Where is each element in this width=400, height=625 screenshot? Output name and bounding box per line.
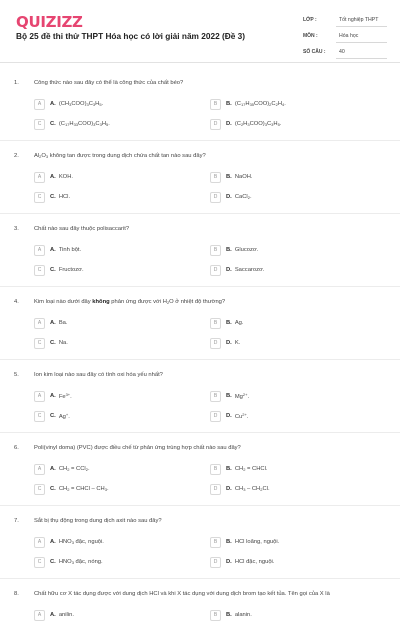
option-label: A. (50, 174, 56, 180)
question-header (0, 295, 400, 313)
option-letter-box[interactable]: A (34, 464, 45, 475)
question-item (0, 587, 400, 625)
answer-option-a[interactable] (34, 605, 210, 625)
option-row (34, 333, 386, 353)
option-label: C. (50, 121, 56, 127)
option-text: Ag. (234, 320, 244, 326)
option-label: B. (226, 174, 232, 180)
option-text: anilin. (58, 612, 74, 618)
answer-option-b[interactable] (210, 386, 386, 406)
option-label: B. (226, 539, 232, 545)
option-row (34, 94, 386, 114)
answer-option-c[interactable] (34, 552, 210, 572)
option-row (34, 114, 386, 134)
option-row (34, 479, 386, 499)
option-row (34, 167, 386, 187)
option-row (34, 187, 386, 207)
option-label: D. (226, 194, 232, 200)
question-text: Công thức nào sau đây có thể là công thức của chất béo? (34, 80, 184, 86)
worksheet-meta (303, 12, 387, 60)
option-label: D. (226, 486, 232, 492)
option-grid (34, 94, 386, 134)
question-list (0, 76, 400, 625)
question-number: 5. (14, 372, 19, 378)
question-header (0, 368, 400, 386)
option-text: $(C_2H_3COO)_3C_3H_5$. (234, 121, 282, 127)
option-grid (34, 605, 386, 625)
option-letter-box[interactable]: B (210, 99, 221, 110)
option-row (34, 240, 386, 260)
question-number: 8. (14, 591, 19, 597)
option-text: $CH_2$ = CHCl. (234, 466, 268, 472)
option-label: A. (50, 320, 56, 326)
option-letter-box[interactable]: A (34, 537, 45, 548)
option-text: $CH_2 = CCl_2$. (58, 466, 90, 472)
question-text: Chất nào sau đây thuộc polisaccarit? (34, 226, 130, 232)
meta-value: Hóa học (336, 30, 387, 43)
option-letter-box[interactable]: A (34, 318, 45, 329)
answer-option-b[interactable] (210, 459, 386, 479)
answer-option-c[interactable] (34, 260, 210, 280)
question-number: 4. (14, 299, 19, 305)
option-letter-box[interactable]: C (34, 484, 45, 495)
option-label: C. (50, 413, 56, 419)
option-label: C. (50, 486, 56, 492)
question-item (0, 149, 400, 222)
meta-value: Tốt nghiệp THPT (336, 14, 387, 27)
option-label: D. (226, 121, 232, 127)
option-letter-box[interactable]: D (210, 557, 221, 568)
answer-option-a[interactable] (34, 167, 210, 187)
question-header (0, 514, 400, 532)
answer-option-a[interactable] (34, 313, 210, 333)
option-letter-box[interactable]: C (34, 119, 45, 130)
question-header (0, 441, 400, 459)
option-letter-box[interactable]: C (34, 338, 45, 349)
option-letter-box[interactable]: C (34, 411, 45, 422)
option-text: $CH_3 - CH_2Cl$. (234, 486, 270, 492)
question-header (0, 149, 400, 167)
meta-row (303, 44, 387, 60)
meta-value: 40 (336, 46, 387, 59)
option-text: Na. (58, 340, 68, 346)
option-text: $(C_{17}H_{33}COO)_3C_3H_5$. (58, 121, 110, 127)
option-text: Ba. (58, 320, 68, 326)
question-text: Chất hữu cơ X tác dụng được với dung dịch HCl và khi X tác dụng với dung dịch brom tạo kết tủa. Tên gọi của X là (34, 591, 330, 597)
meta-row (303, 12, 387, 28)
meta-row (303, 28, 387, 44)
answer-option-c[interactable] (34, 333, 210, 353)
answer-option-b[interactable] (210, 240, 386, 260)
option-letter-box[interactable]: B (210, 464, 221, 475)
option-label: B. (226, 612, 232, 618)
answer-option-c[interactable] (34, 406, 210, 426)
question-item (0, 222, 400, 295)
option-label: A. (50, 539, 56, 545)
option-label: B. (226, 101, 232, 107)
answer-option-b[interactable] (210, 313, 386, 333)
question-item (0, 295, 400, 368)
option-text: HCl đặc, nguội. (234, 559, 275, 565)
option-letter-box[interactable]: D (210, 338, 221, 349)
option-letter-box[interactable]: B (210, 610, 221, 621)
option-text: alanin. (234, 612, 252, 618)
option-letter-box[interactable]: A (34, 172, 45, 183)
option-letter-box[interactable]: C (34, 192, 45, 203)
option-letter-box[interactable]: D (210, 484, 221, 495)
option-letter-box[interactable]: B (210, 391, 221, 402)
answer-option-b[interactable] (210, 94, 386, 114)
answer-option-a[interactable] (34, 532, 210, 552)
option-text: K. (234, 340, 241, 346)
question-text: Kim loại nào dưới đây không phản ứng được với $H_2O$ ở nhiệt độ thường? (34, 299, 226, 305)
option-letter-box[interactable]: B (210, 537, 221, 548)
option-grid (34, 167, 386, 207)
question-item (0, 514, 400, 587)
option-row (34, 406, 386, 426)
answer-option-c[interactable] (34, 114, 210, 134)
quizizz-logo: QUIZIZZ (16, 13, 83, 31)
option-label: B. (226, 466, 232, 472)
meta-key: LỚP : (303, 17, 317, 23)
option-text: $(C_{17}H_{35}COO)_2C_2H_4$. (234, 101, 286, 107)
option-label: A. (50, 101, 56, 107)
option-label: B. (226, 320, 232, 326)
question-header (0, 587, 400, 605)
option-label: A. (50, 466, 56, 472)
option-label: A. (50, 612, 56, 618)
question-number: 6. (14, 445, 19, 451)
meta-key: SỐ CÂU : (303, 49, 326, 55)
answer-option-d[interactable] (210, 114, 386, 134)
answer-option-a[interactable] (34, 459, 210, 479)
option-text: Glucozơ. (234, 247, 259, 253)
question-number: 1. (14, 80, 19, 86)
option-text: HCl loãng, nguội. (234, 539, 280, 545)
option-letter-box[interactable]: D (210, 411, 221, 422)
answer-option-a[interactable] (34, 240, 210, 260)
answer-option-d[interactable] (210, 333, 386, 353)
option-letter-box[interactable]: C (34, 557, 45, 568)
answer-option-d[interactable] (210, 552, 386, 572)
answer-option-d[interactable] (210, 187, 386, 207)
question-number: 3. (14, 226, 19, 232)
question-header (0, 222, 400, 240)
meta-key: MÔN : (303, 33, 318, 39)
answer-option-a[interactable] (34, 94, 210, 114)
option-letter-box[interactable]: D (210, 119, 221, 130)
option-label: C. (50, 194, 56, 200)
question-item (0, 368, 400, 441)
option-letter-box[interactable]: A (34, 99, 45, 110)
question-text: Ion kim loại nào sau đây có tính oxi hóa yếu nhất? (34, 372, 163, 378)
option-letter-box[interactable]: A (34, 610, 45, 621)
option-text: NaOH. (234, 174, 253, 180)
question-text: Poli(vinyl doma) (PVC) được điều chế từ phản ứng trùng hợp chất nào sau đây? (34, 445, 241, 451)
option-letter-box[interactable]: A (34, 245, 45, 256)
option-letter-box[interactable]: B (210, 245, 221, 256)
answer-option-c[interactable] (34, 187, 210, 207)
option-text: $HNO_3$ đặc, nóng. (58, 559, 103, 565)
question-number: 7. (14, 518, 19, 524)
option-label: D. (226, 413, 232, 419)
option-text: $HNO_3$ đặc, nguội. (58, 539, 104, 545)
answer-option-a[interactable] (34, 386, 210, 406)
worksheet-title: Bộ 25 đề thi thử THPT Hóa học có lời giải năm 2022 (Đề 3) (16, 31, 246, 41)
question-item (0, 76, 400, 149)
option-text: CaCl$_2$. (234, 194, 252, 200)
option-label: B. (226, 393, 232, 399)
option-letter-box[interactable]: C (34, 265, 45, 276)
answer-option-d[interactable] (210, 406, 386, 426)
option-text: $Mg^{2+}$. (234, 392, 250, 400)
option-text: $Fe^{3+}$. (58, 392, 72, 400)
option-row (34, 313, 386, 333)
option-label: A. (50, 393, 56, 399)
question-item (0, 441, 400, 514)
option-label: C. (50, 267, 56, 273)
option-label: D. (226, 340, 232, 346)
option-label: B. (226, 247, 232, 253)
option-label: C. (50, 559, 56, 565)
option-letter-box[interactable]: D (210, 192, 221, 203)
option-text: $CH_2$ = CHCl – $CH_3$. (58, 486, 109, 492)
answer-option-d[interactable] (210, 479, 386, 499)
option-row (34, 532, 386, 552)
option-text: KOH. (58, 174, 73, 180)
answer-option-b[interactable] (210, 167, 386, 187)
option-label: D. (226, 267, 232, 273)
option-letter-box[interactable]: B (210, 172, 221, 183)
option-text: Saccarozơ. (234, 267, 265, 273)
option-row (34, 552, 386, 572)
option-text: Ag+. (58, 412, 70, 420)
header-divider (0, 62, 400, 63)
option-grid (34, 313, 386, 353)
option-row (34, 386, 386, 406)
option-letter-box[interactable]: D (210, 265, 221, 276)
option-label: A. (50, 247, 56, 253)
answer-option-b[interactable] (210, 532, 386, 552)
option-text: HCl. (58, 194, 71, 200)
question-number: 2. (14, 153, 19, 159)
option-grid (34, 459, 386, 499)
option-text: Tinh bột. (58, 247, 82, 253)
question-text: Sắt bị thụ động trong dung dịch axit nào sau đây? (34, 518, 162, 524)
option-grid (34, 240, 386, 280)
option-row (34, 605, 386, 625)
answer-option-b[interactable] (210, 605, 386, 625)
option-label: C. (50, 340, 56, 346)
question-header (0, 76, 400, 94)
option-row (34, 260, 386, 280)
option-label: D. (226, 559, 232, 565)
answer-option-c[interactable] (34, 479, 210, 499)
option-text: $Cu^{2+}$. (234, 412, 249, 420)
option-letter-box[interactable]: A (34, 391, 45, 402)
option-text: $(CH_3COO)_3C_3H_5$. (58, 101, 104, 107)
option-letter-box[interactable]: B (210, 318, 221, 329)
option-row (34, 459, 386, 479)
option-text: Fructozơ. (58, 267, 84, 273)
question-text: $Al_2O_3$ không tan được trong dung dịch chứa chất tan nào sau đây? (34, 153, 206, 159)
option-grid (34, 386, 386, 426)
option-grid (34, 532, 386, 572)
worksheet-header (0, 0, 400, 60)
answer-option-d[interactable] (210, 260, 386, 280)
